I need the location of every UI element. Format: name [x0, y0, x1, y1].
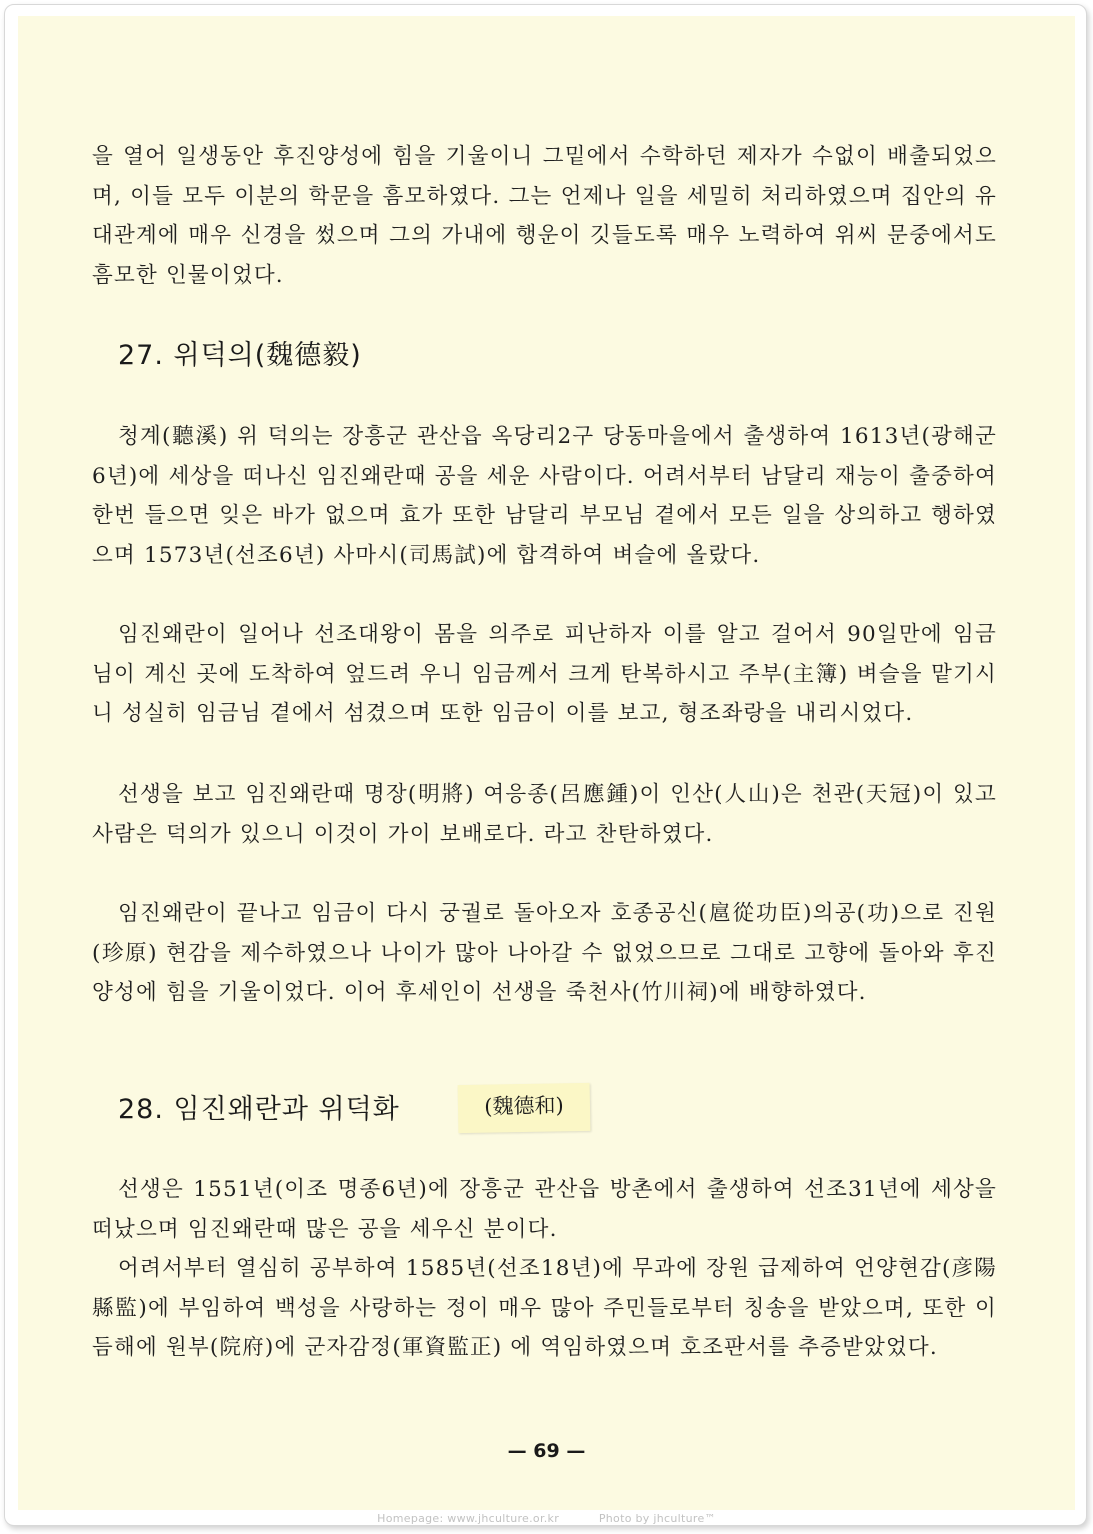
footer-homepage: Homepage: www.jhculture.or.kr [377, 1512, 560, 1525]
footer-credits [0, 1512, 1093, 1525]
section-27-heading: 27. 위덕의(魏德毅) [118, 340, 362, 371]
section-28-paragraph-2: 어려서부터 열심히 공부하여 1585년(선조18년)에 무과에 장원 급제하여 언양현감(彦陽縣監)에 부임하여 백성을 사랑하는 정이 매우 많아 주민들로부터 칭송을 받았으며, 또한 이듬해에 원부(院府)에 군자감정(軍資監正) 에 역임하였으며 호조판서를 추증받았었다. [92, 1256, 997, 1361]
section-27-paragraph-4: 임진왜란이 끝나고 임금이 다시 궁궐로 돌아오자 호종공신(扈從功臣)의공(功)으로 진원(珍原) 현감을 제수하였으나 나이가 많아 나아갈 수 없었으므로 그대로 고향에 돌아와 후진양성에 힘을 기울이었다. 이어 후세인이 선생을 죽천사(竹川祠)에 배향하였다. [92, 901, 997, 1006]
intro-paragraph: 을 열어 일생동안 후진양성에 힘을 기울이니 그밑에서 수학하던 제자가 수없이 배출되었으며, 이들 모두 이분의 학문을 흠모하였다. 그는 언제나 일을 세밀히 처리하였으며 집안의 유대관계에 매우 신경을 썼으며 그의 가내에 행운이 깃들도록 매우 노력하여 위씨 문중에서도 흠모한 인물이었다. [92, 144, 997, 288]
section-27-paragraph-2: 임진왜란이 일어나 선조대왕이 몸을 의주로 피난하자 이를 알고 걸어서 90일만에 임금님이 계신 곳에 도착하여 엎드려 우니 임금께서 크게 탄복하시고 주부(主簿) 벼슬을 맡기시니 성실히 임금님 곁에서 섬겼으며 또한 임금이 이를 보고, 형조좌랑을 내리시었다. [92, 622, 997, 727]
footer-photo-credit: Photo by jhculture™ [598, 1512, 716, 1525]
section-28-heading: 28. 임진왜란과 위덕화 [118, 1094, 400, 1125]
section-28-paragraph-1: 선생은 1551년(이조 명종6년)에 장흥군 관산읍 방촌에서 출생하여 선조31년에 세상을 떠났으며 임진왜란때 많은 공을 세우신 분이다. [92, 1177, 997, 1242]
hanja-sticky-note: (魏德和) [458, 1083, 591, 1133]
section-27-paragraph-1: 청계(聽溪) 위 덕의는 장흥군 관산읍 옥당리2구 당동마을에서 출생하여 1613년(광해군6년)에 세상을 떠나신 임진왜란때 공을 세운 사람이다. 어려서부터 남달리 재능이 출중하여 한번 들으면 잊은 바가 없으며 효가 또한 남달리 부모님 곁에서 모든 일을 상의하고 행하였으며 1573년(선조6년) 사마시(司馬試)에 합격하여 벼슬에 올랐다. [92, 424, 997, 568]
section-27-paragraph-3: 선생을 보고 임진왜란때 명장(明將) 여응종(呂應鍾)이 인산(人山)은 천관(天冠)이 있고 사람은 덕의가 있으니 이것이 가이 보배로다. 라고 찬탄하였다. [92, 782, 997, 847]
page-number: — 69 — [507, 1440, 586, 1462]
